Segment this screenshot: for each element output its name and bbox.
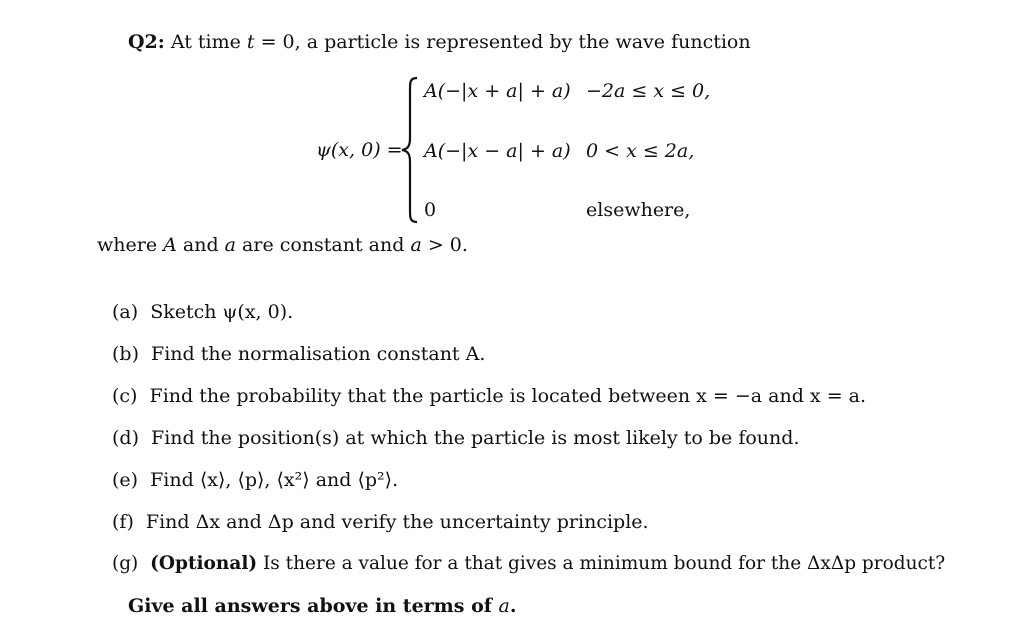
part-optional-tag: (Optional)	[150, 553, 258, 574]
part-label: (f)	[112, 511, 134, 533]
question-header	[128, 33, 751, 52]
footer-var: a	[498, 595, 510, 617]
part-label: (g)	[112, 553, 139, 574]
note-text-b: and	[176, 234, 225, 256]
part-label: (e)	[112, 469, 139, 491]
case-2-expression: A(−|x − a| + a)	[424, 140, 571, 162]
part-text: Find the position(s) at which the particle is most likely to be found.	[151, 427, 800, 449]
case-2-condition: 0 < x ≤ 2a,	[586, 140, 695, 162]
part-text: Find the probability that the particle is located between x = −a and x = a.	[149, 385, 867, 407]
part-text: Find Δx and Δp and verify the uncertainty principle.	[145, 511, 649, 533]
part-text: Sketch ψ(x, 0).	[150, 301, 294, 323]
footer-instruction	[128, 597, 517, 616]
question-intro-b: = 0, a particle is represented by the wave function	[254, 31, 751, 53]
case-1-condition: −2a ≤ x ≤ 0,	[586, 80, 711, 102]
case-1-expression: A(−|x + a| + a)	[424, 80, 571, 102]
question-intro-var: t	[246, 31, 255, 53]
footer-end: .	[509, 595, 517, 617]
question-intro-a: At time	[170, 31, 247, 53]
footer-text: Give all answers above in terms of	[128, 595, 499, 617]
part-label: (b)	[112, 343, 139, 365]
note-var-a: a	[224, 234, 236, 256]
part-a	[112, 303, 293, 322]
part-g	[112, 555, 945, 574]
note-text-c: are constant and	[236, 234, 411, 256]
note-var-a2: a	[410, 234, 422, 256]
part-c	[112, 387, 866, 406]
note-text-a: where	[97, 234, 164, 256]
equation-lhs: ψ(x, 0) =	[316, 139, 403, 161]
question-label: Q2:	[128, 31, 165, 53]
part-text: Find ⟨x⟩, ⟨p⟩, ⟨x²⟩ and ⟨p²⟩.	[150, 469, 399, 491]
case-3-condition: elsewhere,	[586, 199, 691, 221]
part-text: Is there a value for a that gives a minimum bound for the ΔxΔp product?	[257, 553, 946, 574]
part-e	[112, 471, 398, 490]
note-text-d: > 0.	[421, 234, 468, 256]
part-b	[112, 345, 485, 364]
part-label: (c)	[112, 385, 138, 407]
part-label: (a)	[112, 301, 139, 323]
left-brace-icon	[400, 76, 418, 224]
part-d	[112, 429, 800, 448]
part-text: Find the normalisation constant A.	[151, 343, 486, 365]
part-f	[112, 513, 649, 532]
part-label: (d)	[112, 427, 139, 449]
case-3-expression: 0	[424, 199, 437, 221]
note-var-A: A	[163, 234, 177, 256]
constants-note	[97, 236, 468, 255]
